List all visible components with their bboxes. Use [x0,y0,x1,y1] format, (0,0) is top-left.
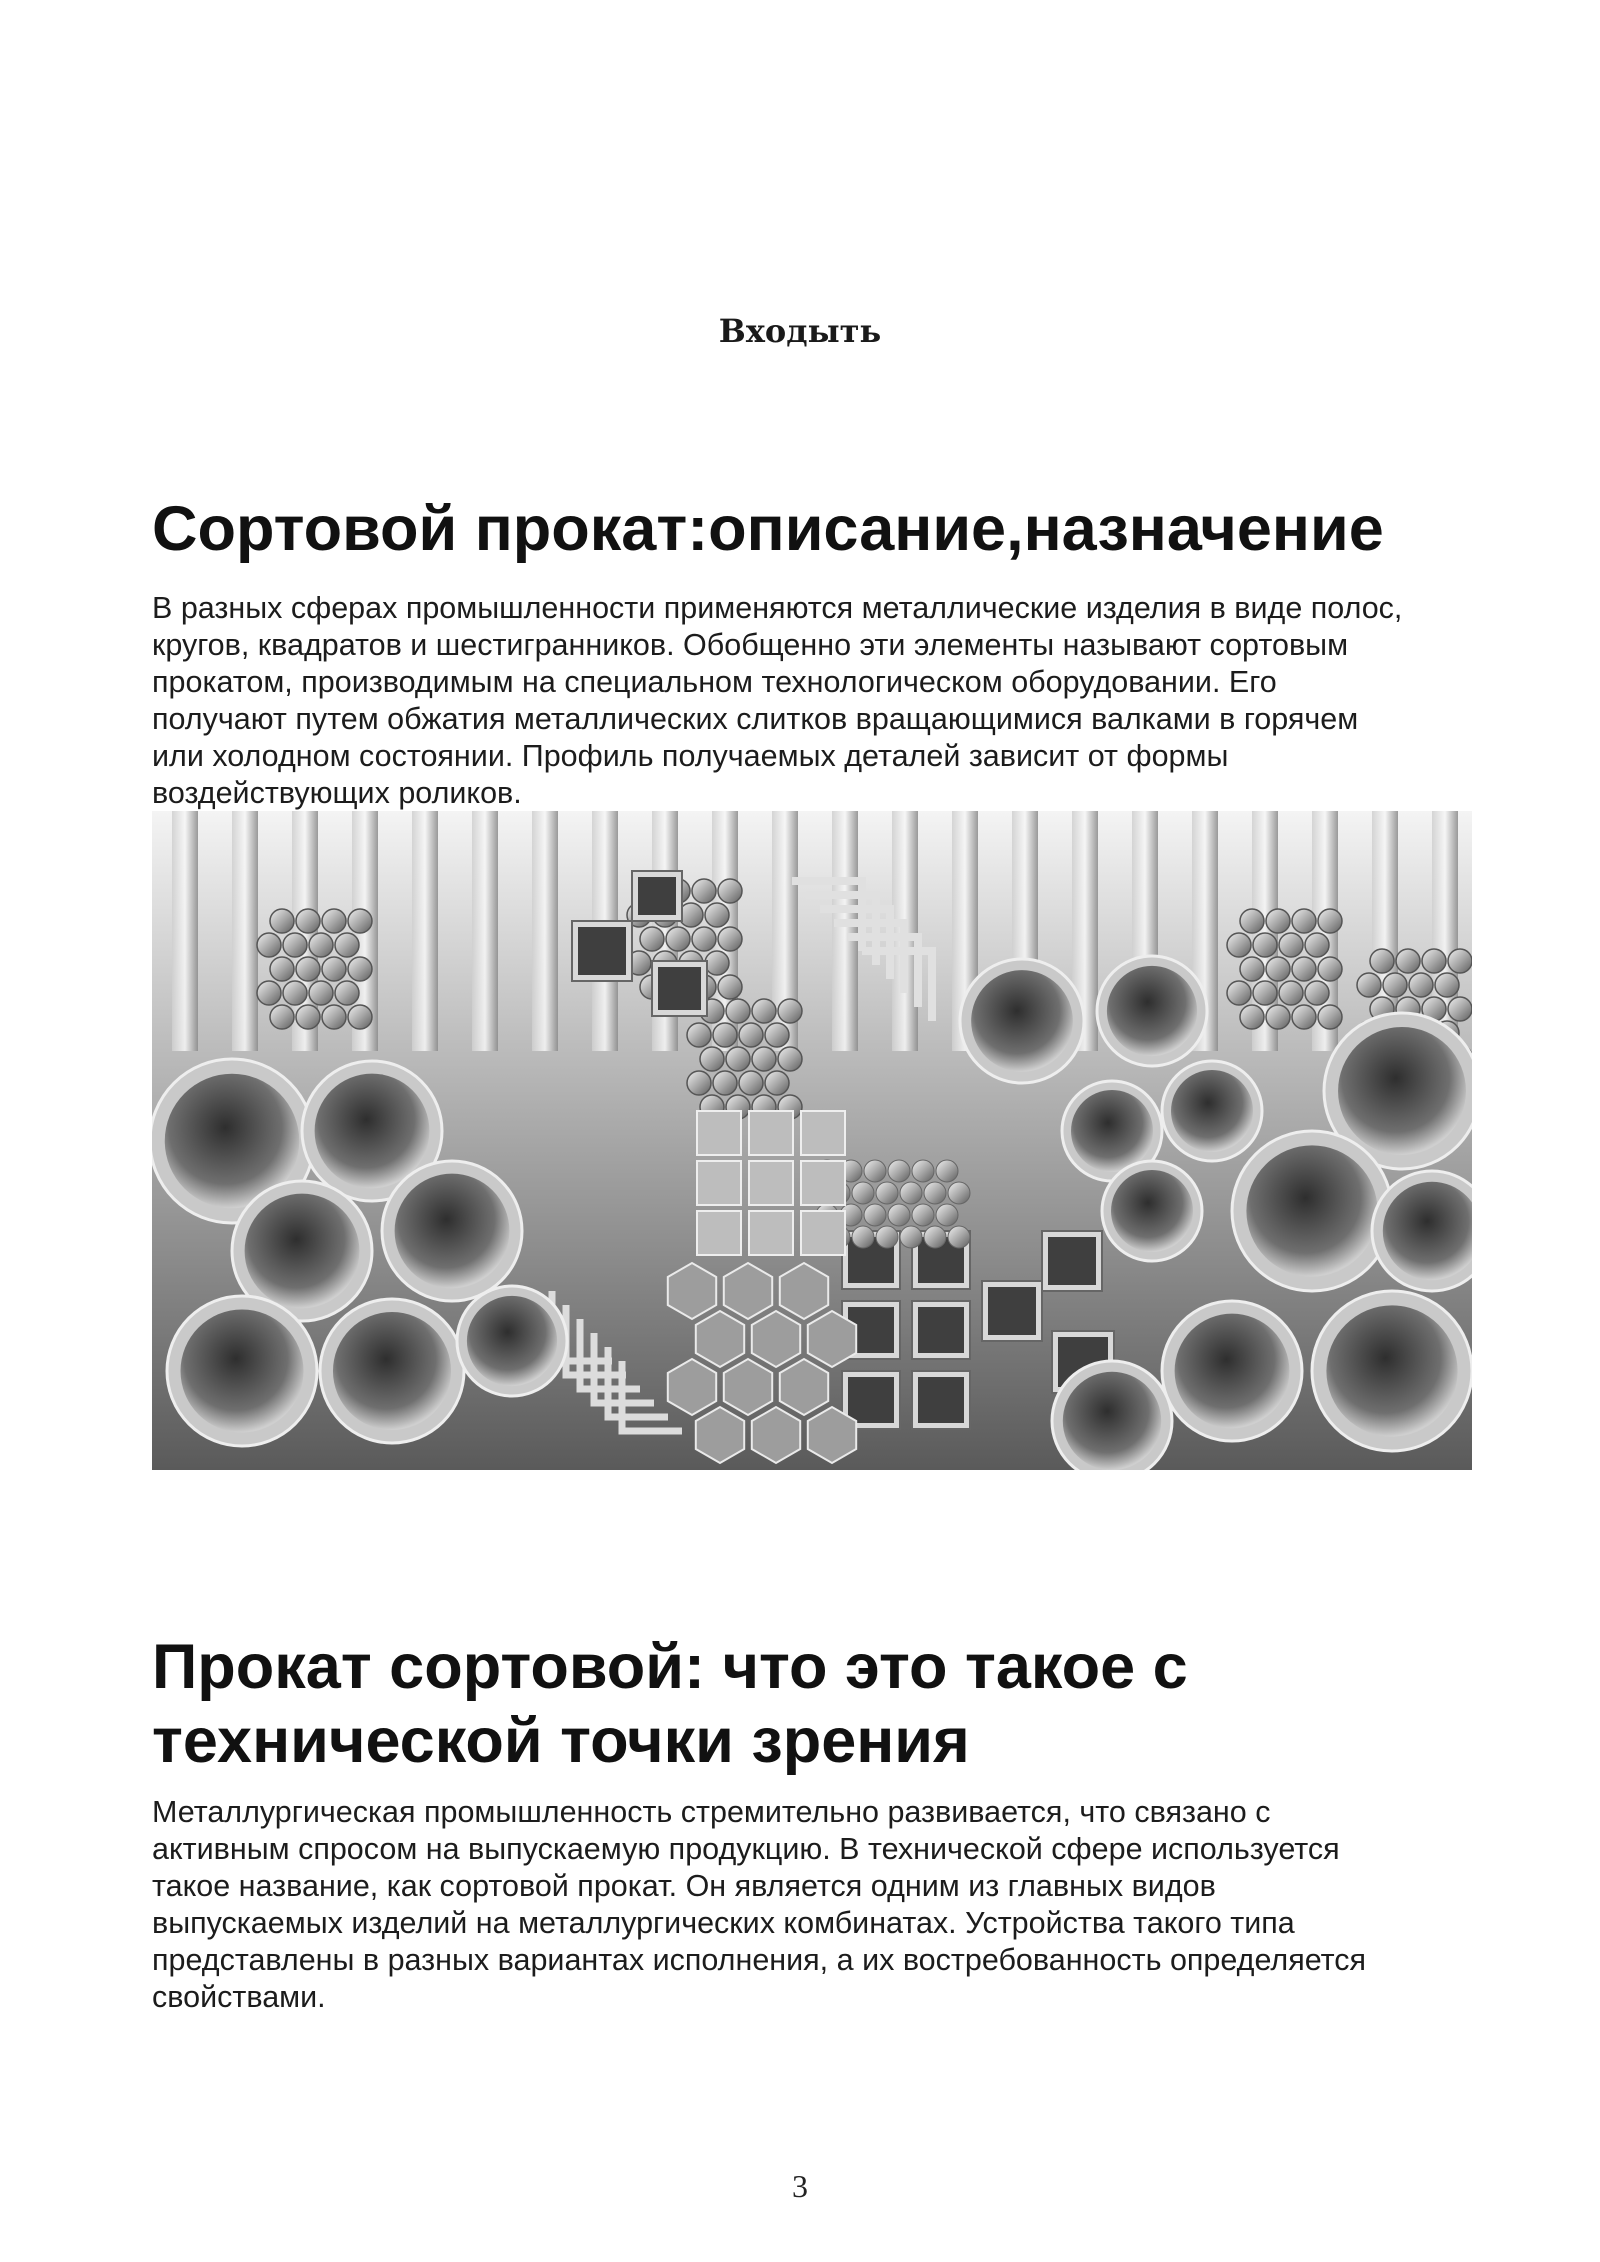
section-title-2 [152,1630,1472,1778]
section-2-paragraph [152,1794,1482,2016]
page-number: 3 [792,2168,808,2204]
paragraph-line: воздействующих роликов. [152,776,522,810]
paragraph-line: В разных сферах промышленности применяются металлические изделия в виде полос, [152,591,1403,625]
paragraph-line: Металлургическая промышленность стремительно развивается, что связано с [152,1795,1271,1829]
title-line: технической точки зрения [152,1706,970,1776]
paragraph-line: активным спросом на выпускаемую продукцию. В технической сфере используется [152,1832,1340,1866]
section-title-1: Сортовой прокат:описание,назначение [152,494,1384,564]
paragraph-line: кругов, квадратов и шестигранников. Обобщенно эти элементы называют сортовым [152,628,1349,662]
paragraph-line: получают путем обжатия металлических слитков вращающимися валками в горячем [152,702,1359,736]
metal-products-photo [152,811,1472,1470]
paragraph-line: прокатом, производимым на специальном технологическом оборудовании. Его [152,665,1277,699]
paragraph-line: представлены в разных вариантах исполнения, а их востребованность определяется [152,1943,1367,1977]
paragraph-line: выпускаемых изделий на металлургических комбинатах. Устройства такого типа [152,1906,1295,1940]
section-1-paragraph [152,590,1482,812]
paragraph-line: свойствами. [152,1980,326,2014]
header-link[interactable]: Входыть [718,312,882,350]
paragraph-line: такое название, как сортовой прокат. Он является одним из главных видов [152,1869,1216,1903]
title-line: Прокат сортовой: что это такое с [152,1632,1188,1702]
paragraph-line: или холодном состоянии. Профиль получаемых деталей зависит от формы [152,739,1229,773]
